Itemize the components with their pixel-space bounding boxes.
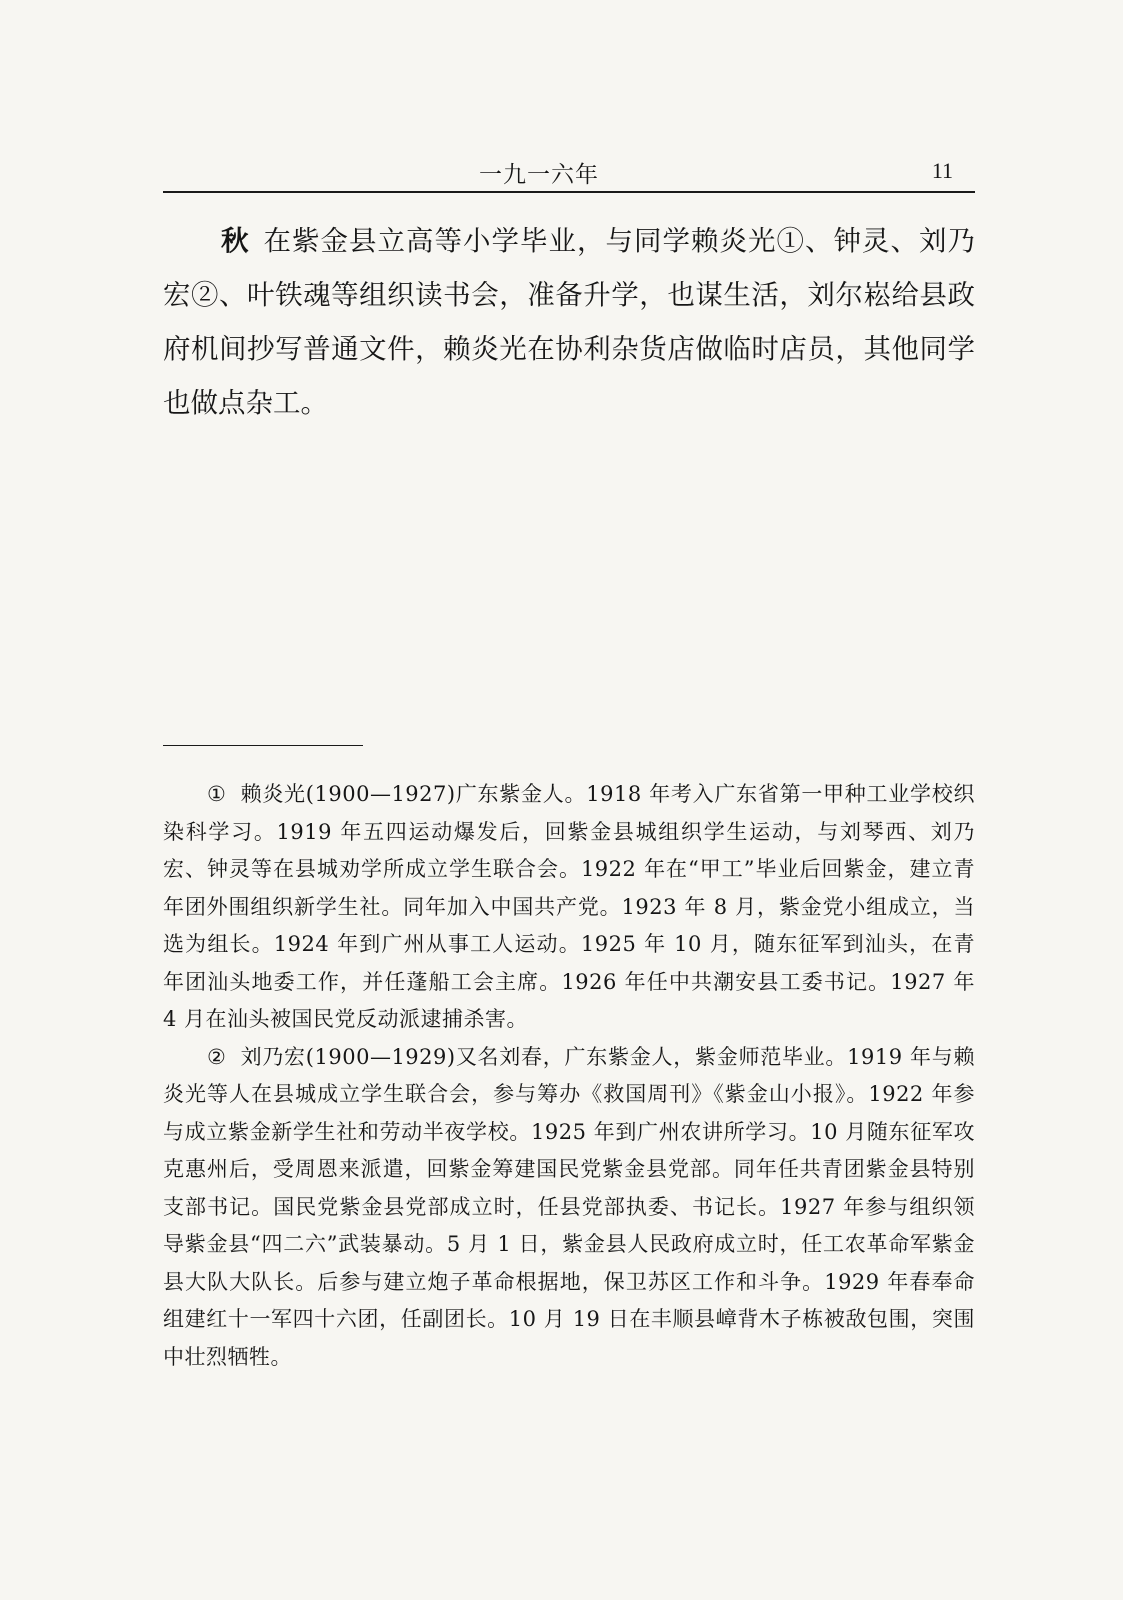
page-number: 11 xyxy=(931,158,953,183)
footnote-2-mark: ② xyxy=(207,1044,227,1069)
footnote-2-text: 刘乃宏(1900—1929)又名刘春，广东紫金人，紫金师范毕业。1919 年与赖炎光等人在县城成立学生联合会，参与筹办《救国周刊》《紫金山小报》。1922 年参与成立紫金新学生社和劳动半夜学校。1925 年到广州农讲所学习。10 月随东征军攻克惠州后，受周恩来派遣，回紫金筹建国民党紫金县党部。同年任共青团紫金县特别支部书记。国民党紫金县党部成立时，任县党部执委、书记长。1927 年参与组织领导紫金县“四二六”武装暴动。5 月 1 日，紫金县人民政府成立时，任工农革命军紫金县大队大队长。后参与建立炮子革命根据地，保卫苏区工作和斗争。1929 年春奉命组建红十一军四十六团，任副团长。10 月 19 日在丰顺县嶂背木子栋被敌包围，突围中壮烈牺牲。 xyxy=(163,1044,976,1369)
running-header xyxy=(163,150,975,192)
header-rule xyxy=(163,191,975,193)
season-label: 秋 xyxy=(221,225,250,257)
footnote-1-mark: ① xyxy=(207,782,227,806)
footnote-1 xyxy=(163,776,975,1039)
footnote-2 xyxy=(163,1039,975,1377)
running-header-title: 一九一六年 xyxy=(479,162,599,188)
main-entry xyxy=(163,214,975,430)
footnotes xyxy=(163,776,975,1376)
footnote-separator xyxy=(163,745,363,746)
footnote-1-text: 赖炎光(1900—1927)广东紫金人。1918 年考入广东省第一甲种工业学校织染科学习。1919 年五四运动爆发后，回紫金县城组织学生运动，与刘琴西、刘乃宏、钟灵等在县城劝学所成立学生联合会。1922 年在“甲工”毕业后回紫金，建立青年团外围组织新学生社。同年加入中国共产党。1923 年 8 月，紫金党小组成立，当选为组长。1924 年到广州从事工人运动。1925 年 10 月，随东征军到汕头，在青年团汕头地委工作，并任蓬船工会主席。1926 年任中共潮安县工委书记。1927 年 4 月在汕头被国民党反动派逮捕杀害。 xyxy=(163,782,976,1031)
main-entry-text: 在紫金县立高等小学毕业，与同学赖炎光①、钟灵、刘乃宏②、叶铁魂等组织读书会，准备升学，也谋生活，刘尔崧给县政府机间抄写普通文件，赖炎光在协利杂货店做临时店员，其他同学也做点杂工。 xyxy=(163,225,975,419)
